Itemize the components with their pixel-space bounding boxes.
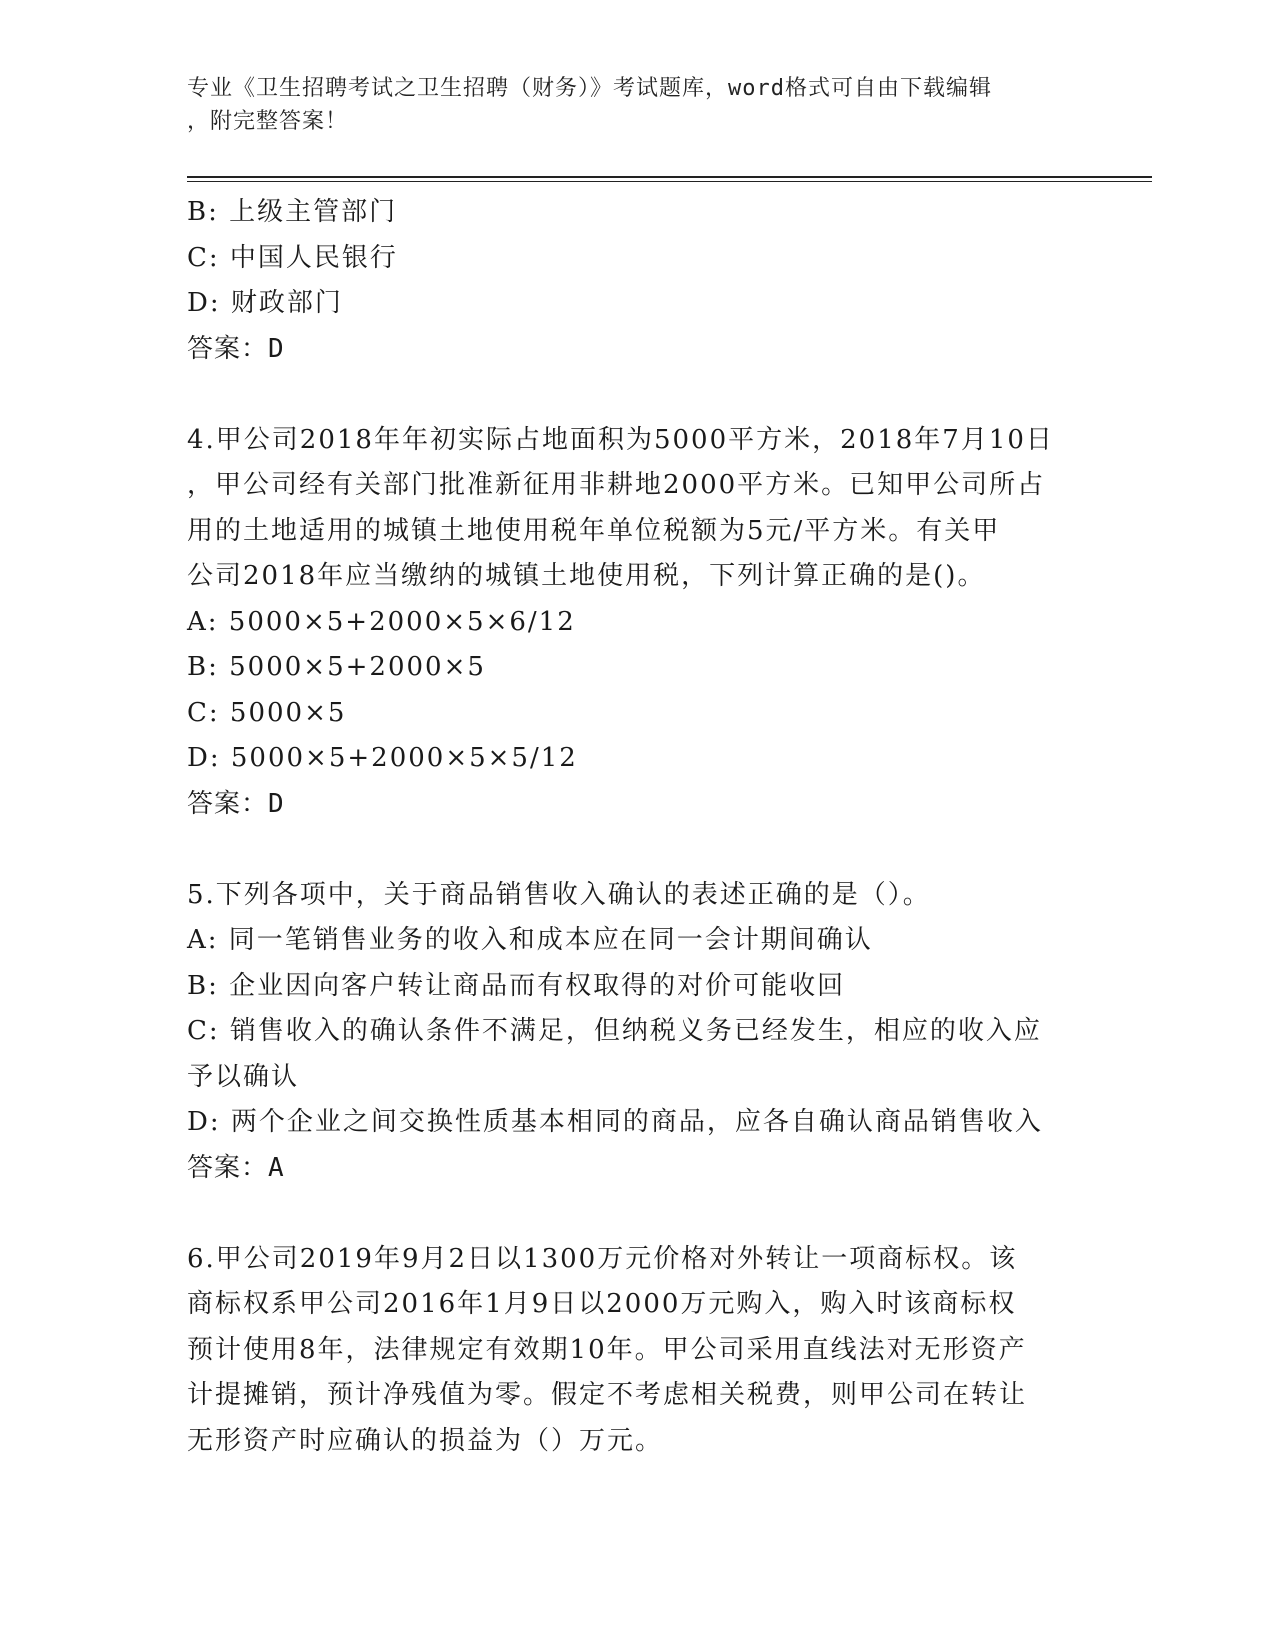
option-c: C: 销售收入的确认条件不满足，但纳税义务已经发生，相应的收入应 xyxy=(187,1016,1042,1046)
option-d: D: 5000×5+2000×5×5/12 xyxy=(187,743,578,773)
spacer xyxy=(187,827,1087,873)
question-3-block xyxy=(187,190,1087,372)
option-d: D: 两个企业之间交换性质基本相同的商品，应各自确认商品销售收入 xyxy=(187,1107,1043,1137)
answer-value: A xyxy=(268,1152,285,1183)
question-stem-line: 预计使用8年，法律规定有效期10年。甲公司采用直线法对无形资产 xyxy=(187,1334,1027,1365)
option-a: A: 5000×5+2000×5×6/12 xyxy=(187,606,576,637)
document-header xyxy=(187,72,1077,138)
header-line-1: 专业《卫生招聘考试之卫生招聘（财务）》考试题库，word格式可自由下载编辑 xyxy=(187,76,992,101)
answer-line xyxy=(187,782,1087,828)
answer-value: D xyxy=(268,333,285,364)
spacer xyxy=(187,372,1087,418)
answer-value: D xyxy=(268,788,285,819)
option-d: D: 财政部门 xyxy=(187,288,343,318)
question-stem-line: 无形资产时应确认的损益为（）万元。 xyxy=(187,1425,664,1456)
header-line-2: ，附完整答案！ xyxy=(187,109,349,134)
question-6-block xyxy=(187,1237,1087,1465)
question-stem-line: 计提摊销，预计净残值为零。假定不考虑相关税费，则甲公司在转让 xyxy=(187,1380,1028,1410)
option-c: C: 中国人民银行 xyxy=(187,242,398,273)
question-stem-line: 公司2018年应当缴纳的城镇土地使用税，下列计算正确的是()。 xyxy=(187,561,986,591)
question-stem-line: 用的土地适用的城镇土地使用税年单位税额为5元/平方米。有关甲 xyxy=(187,515,1001,546)
question-content xyxy=(187,190,1087,1464)
question-stem-line: 4.甲公司2018年年初实际占地面积为5000平方米，2018年7月10日 xyxy=(187,424,1054,455)
question-5-block xyxy=(187,873,1087,1192)
answer-label: 答案： xyxy=(187,1152,269,1183)
question-stem-line: 6.甲公司2019年9月2日以1300万元价格对外转让一项商标权。该 xyxy=(187,1243,1018,1274)
option-b: B: 上级主管部门 xyxy=(187,197,398,227)
question-stem-line: ，甲公司经有关部门批准新征用非耕地2000平方米。已知甲公司所占 xyxy=(187,470,1046,500)
answer-label: 答案： xyxy=(187,788,269,819)
option-c-continued: 予以确认 xyxy=(187,1061,300,1092)
option-b: B: 企业因向客户转让商品而有权取得的对价可能收回 xyxy=(187,970,846,1001)
option-a: A: 同一笔销售业务的收入和成本应在同一会计期间确认 xyxy=(187,925,873,955)
question-4-block xyxy=(187,418,1087,828)
spacer xyxy=(187,1191,1087,1237)
question-stem-line: 5.下列各项中，关于商品销售收入确认的表述正确的是（）。 xyxy=(187,879,931,910)
option-b: B: 5000×5+2000×5 xyxy=(187,652,486,682)
option-c: C: 5000×5 xyxy=(187,697,347,728)
header-divider xyxy=(187,176,1152,182)
answer-line xyxy=(187,1146,1087,1192)
answer-label: 答案： xyxy=(187,333,269,364)
answer-line xyxy=(187,327,1087,373)
question-stem-line: 商标权系甲公司2016年1月9日以2000万元购入，购入时该商标权 xyxy=(187,1289,1017,1319)
